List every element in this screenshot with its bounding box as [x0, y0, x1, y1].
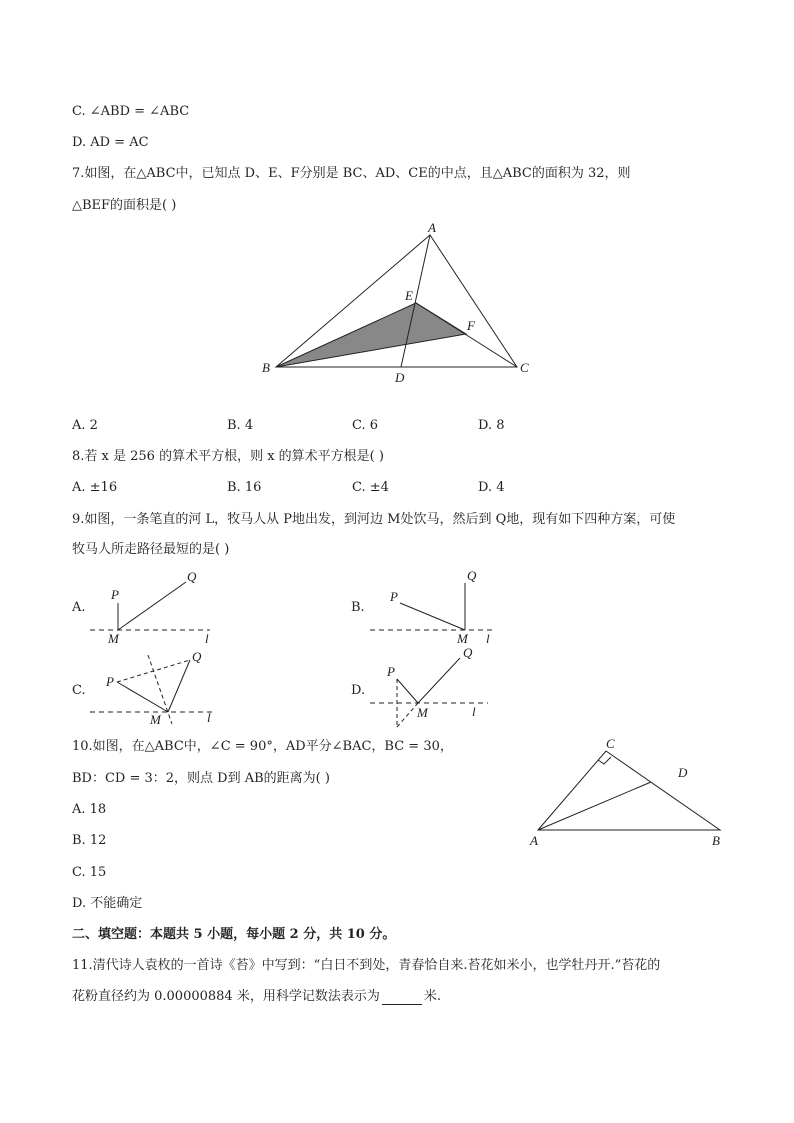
- q9-option-b-label: B.: [351, 600, 365, 615]
- svg-text:l: l: [207, 710, 211, 725]
- q7-stem-line2: △BEF的面积是( ): [72, 198, 177, 213]
- q9-stem-line1: 9.如图，一条笔直的河 L，牧马人从 P地出发，到河边 M处饮马，然后到 Q地，现有如下四种方案，可使: [72, 512, 676, 527]
- q7-option-c: C. 6: [352, 418, 379, 433]
- svg-text:M: M: [417, 705, 428, 720]
- svg-text:Q: Q: [463, 645, 473, 660]
- svg-text:l: l: [205, 631, 209, 646]
- q9-figure-b: [370, 568, 492, 646]
- svg-text:M: M: [150, 712, 161, 727]
- q8-option-a: A. ±16: [72, 480, 118, 495]
- q11-line2-after: 米.: [423, 989, 441, 1004]
- svg-text:Q: Q: [187, 569, 197, 584]
- q8-option-b: B. 16: [227, 480, 262, 495]
- svg-text:l: l: [472, 704, 476, 719]
- q7-label-d: D: [395, 370, 405, 385]
- q9-figure-a: [90, 569, 210, 646]
- svg-text:A: A: [530, 833, 538, 848]
- q10-option-c: C. 15: [72, 865, 107, 880]
- q10-option-b: B. 12: [72, 833, 107, 848]
- q6-option-c: C. ∠ABD = ∠ABC: [72, 104, 190, 119]
- q9-option-d-label: D.: [351, 683, 366, 698]
- svg-text:D: D: [678, 765, 688, 780]
- q7-stem-line1: 7.如图，在△ABC中，已知点 D、E、F分别是 BC、AD、CE的中点，且△ABC的面积为 32，则: [72, 166, 631, 181]
- q11-stem-line1: 11.清代诗人袁枚的一首诗《苔》中写到：“白日不到处，青春恰自来.苔花如米小，也学牡丹开.”苔花的: [72, 958, 661, 973]
- q9-option-a-label: A.: [72, 600, 86, 615]
- svg-text:Q: Q: [192, 649, 202, 664]
- q7-label-a: A: [428, 220, 436, 235]
- q8-option-c: C. ±4: [352, 480, 389, 495]
- q10-figure: [529, 736, 720, 848]
- svg-text:P: P: [106, 674, 114, 689]
- svg-text:M: M: [108, 631, 119, 646]
- q7-option-a: A. 2: [72, 418, 98, 433]
- q8-stem: 8.若 x 是 256 的算术平方根，则 x 的算术平方根是( ): [72, 449, 384, 464]
- q10-option-a: A. 18: [72, 802, 107, 817]
- svg-text:P: P: [387, 664, 395, 679]
- q11-answer-blank[interactable]: [382, 992, 422, 1005]
- svg-text:Q: Q: [467, 568, 477, 583]
- svg-text:P: P: [390, 589, 398, 604]
- q10-option-d: D. 不能确定: [72, 896, 143, 911]
- q6-option-d: D. AD = AC: [72, 135, 149, 150]
- q7-label-c: C: [520, 360, 529, 375]
- svg-text:l: l: [486, 631, 490, 646]
- q7-option-b: B. 4: [227, 418, 254, 433]
- svg-text:B: B: [712, 833, 720, 848]
- q7-triangle-abc: [276, 235, 517, 367]
- svg-text:C: C: [606, 736, 615, 751]
- q10-stem-line2: BD：CD = 3：2，则点 D到 AB的距离为( ): [72, 771, 330, 786]
- q7-label-f: F: [467, 318, 475, 333]
- svg-text:M: M: [457, 631, 468, 646]
- q7-shaded-bef: [276, 303, 466, 367]
- q8-option-d: D. 4: [478, 480, 505, 495]
- q10-stem-line1: 10.如图，在△ABC中，∠C = 90°，AD平分∠BAC，BC = 30，: [72, 739, 453, 754]
- q9-figure-d: [370, 645, 488, 727]
- q7-label-b: B: [262, 360, 270, 375]
- q9-stem-line2: 牧马人所走路径最短的是( ): [72, 542, 230, 557]
- svg-text:P: P: [111, 587, 119, 602]
- q7-option-d: D. 8: [478, 418, 505, 433]
- q11-stem-line2: [72, 989, 441, 1005]
- q7-label-e: E: [405, 288, 413, 303]
- q9-figure-c: [90, 649, 212, 727]
- q11-line2-before: 花粉直径约为 0.00000884 米，用科学记数法表示为: [72, 989, 380, 1004]
- q9-option-c-label: C.: [72, 683, 86, 698]
- section2-heading: 二、填空题：本题共 5 小题，每小题 2 分，共 10 分。: [72, 927, 396, 942]
